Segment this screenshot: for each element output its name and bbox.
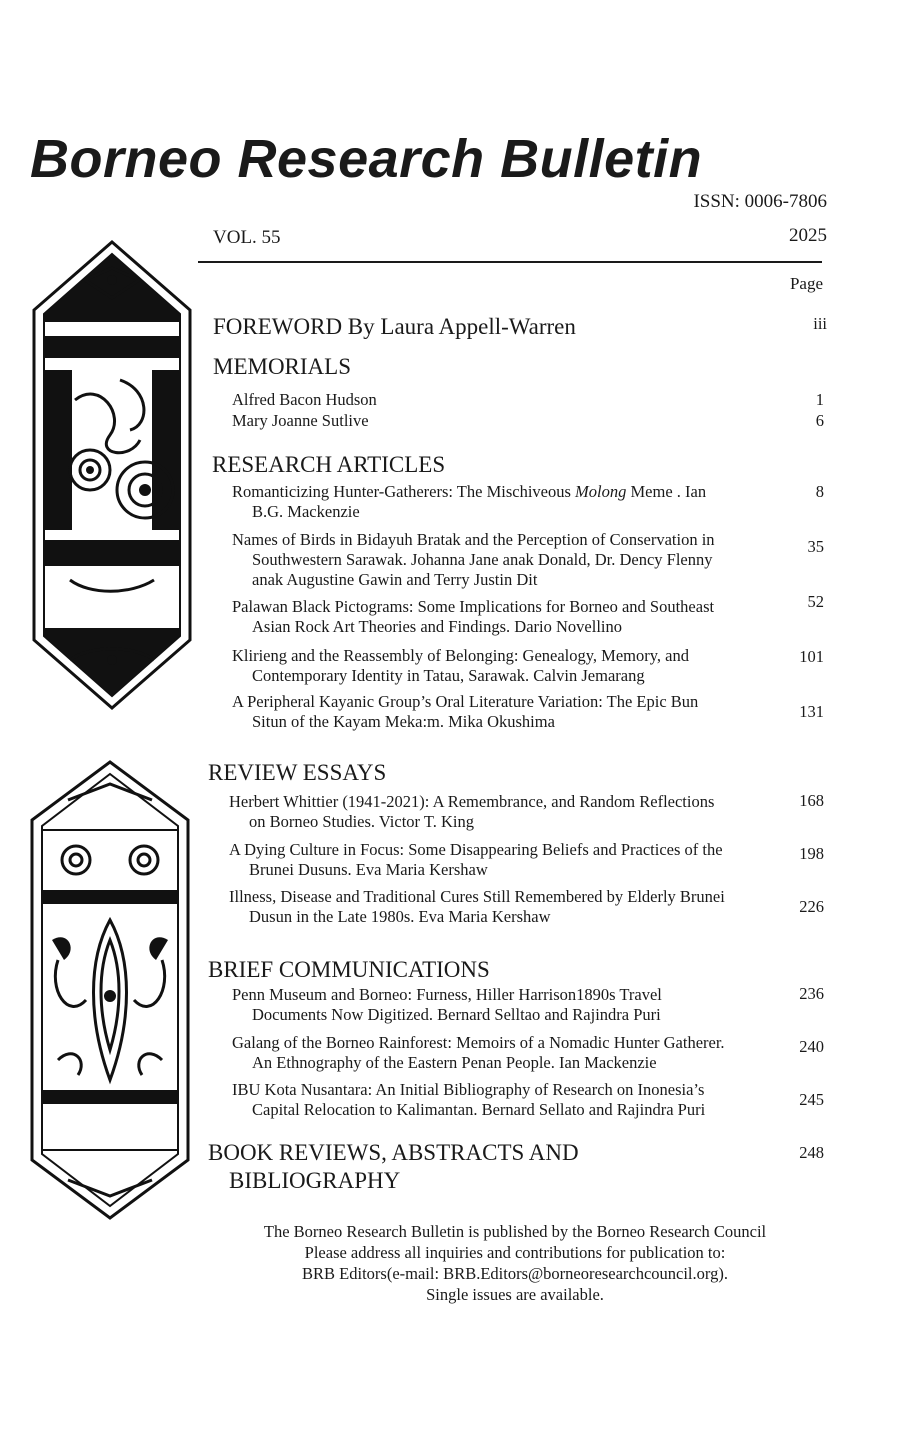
- memorial-page: 1: [815, 390, 824, 409]
- communication-author-line: An Ethnography of the Eastern Penan People. Ian Mackenzie: [252, 1053, 657, 1072]
- footer-line: The Borneo Research Bulletin is published by the Borneo Research Council: [263, 1222, 767, 1241]
- article-title-line: Klirieng and the Reassembly of Belonging: Genealogy, Memory, and: [232, 646, 690, 665]
- article-author-line: Contemporary Identity in Tatau, Sarawak. Calvin Jemarang: [252, 666, 645, 685]
- article-page: 52: [807, 592, 824, 611]
- communication-author-line: Capital Relocation to Kalimantan. Bernard Sellato and Rajindra Puri: [252, 1100, 706, 1119]
- essay-title-line: A Dying Culture in Focus: Some Disappearing Beliefs and Practices of the: [229, 840, 723, 859]
- communication-title-line: IBU Kota Nusantara: An Initial Bibliography of Research on Inonesia’s: [232, 1080, 705, 1099]
- article-page: 101: [799, 647, 824, 666]
- memorial-item: Alfred Bacon Hudson: [232, 390, 377, 409]
- article-page: 131: [799, 702, 824, 721]
- book-reviews-page: 248: [799, 1143, 824, 1162]
- communication-entry: [232, 1033, 772, 1073]
- article-title-emphasis: Molong: [575, 482, 627, 501]
- foreword-page: iii: [813, 314, 827, 333]
- communication-page: 236: [799, 984, 824, 1003]
- memorial-page: 6: [815, 411, 824, 430]
- section-heading-research-articles: RESEARCH ARTICLES: [212, 452, 446, 477]
- article-title-line: Palawan Black Pictograms: Some Implications for Borneo and Southeast: [232, 597, 715, 616]
- essay-author-line: Brunei Dusuns. Eva Maria Kershaw: [249, 860, 488, 879]
- essay-author-line: Dusun in the Late 1980s. Eva Maria Kershaw: [249, 907, 551, 926]
- article-entry: [232, 530, 772, 590]
- article-page: 8: [815, 482, 824, 501]
- article-entry: [232, 646, 772, 686]
- article-author-line: Asian Rock Art Theories and Findings. Dario Novellino: [252, 617, 622, 636]
- foreword-entry: FOREWORD By Laura Appell-Warren: [213, 314, 576, 339]
- article-title-line: Southwestern Sarawak. Johanna Jane anak Donald, Dr. Dency Flenny: [252, 550, 713, 569]
- article-entry: [232, 692, 772, 732]
- header-rule: [198, 261, 822, 263]
- article-author-line: B.G. Mackenzie: [252, 502, 360, 521]
- article-entry: [232, 597, 772, 637]
- section-heading-brief-communications: BRIEF COMMUNICATIONS: [208, 957, 490, 982]
- publication-note: [215, 1221, 815, 1305]
- essay-author-line: on Borneo Studies. Victor T. King: [249, 812, 474, 831]
- footer-line: Please address all inquiries and contributions for publication to:: [304, 1243, 726, 1262]
- memorial-item: Mary Joanne Sutlive: [232, 411, 369, 430]
- section-heading-review-essays: REVIEW ESSAYS: [208, 760, 387, 785]
- section-heading-memorials: MEMORIALS: [213, 354, 352, 379]
- essay-entry: [229, 792, 774, 832]
- dayak-carved-panel-icon: [30, 240, 194, 710]
- essay-page: 168: [799, 791, 824, 810]
- essay-title-line: Illness, Disease and Traditional Cures Still Remembered by Elderly Brunei: [229, 887, 725, 906]
- footer-line: Single issues are available.: [426, 1285, 604, 1304]
- essay-page: 198: [799, 844, 824, 863]
- article-title-part: Meme . Ian: [626, 482, 707, 501]
- dayak-carved-panel-icon: [28, 760, 192, 1220]
- article-page: 35: [807, 537, 824, 556]
- page-column-header: Page: [789, 274, 823, 293]
- article-title-line: A Peripheral Kayanic Group’s Oral Literature Variation: The Epic Bun: [232, 692, 699, 711]
- communication-title-line: Galang of the Borneo Rainforest: Memoirs of a Nomadic Hunter Gatherer.: [232, 1033, 725, 1052]
- section-heading-book-reviews: BOOK REVIEWS, ABSTRACTS AND: [208, 1140, 579, 1165]
- communication-page: 245: [799, 1090, 824, 1109]
- footer-line: BRB Editors(e-mail: BRB.Editors@borneoresearchcouncil.org).: [302, 1264, 728, 1283]
- article-title-part: Romanticizing Hunter-Gatherers: The Mischiveous: [232, 482, 576, 501]
- communication-author-line: Documents Now Digitized. Bernard Selltao and Rajindra Puri: [252, 1005, 661, 1024]
- essay-entry: [229, 887, 774, 927]
- issn: ISSN: 0006-7806: [693, 191, 827, 212]
- communication-entry: [232, 985, 772, 1025]
- article-author-line: Situn of the Kayam Meka:m. Mika Okushima: [252, 712, 555, 731]
- year-label: 2025: [789, 225, 827, 246]
- essay-entry: [229, 840, 774, 880]
- bulletin-title: Borneo Research Bulletin: [30, 129, 703, 189]
- communication-title-line: Penn Museum and Borneo: Furness, Hiller Harrison1890s Travel: [232, 985, 662, 1004]
- communication-entry: [232, 1080, 772, 1120]
- article-title-line: Names of Birds in Bidayuh Bratak and the Perception of Conservation in: [232, 530, 715, 549]
- section-heading-book-reviews-cont: BIBLIOGRAPHY: [229, 1168, 401, 1193]
- essay-title-line: Herbert Whittier (1941-2021): A Remembrance, and Random Reflections: [229, 792, 715, 811]
- essay-page: 226: [799, 897, 824, 916]
- volume-label: VOL. 55: [213, 227, 281, 248]
- article-author-line: anak Augustine Gawin and Terry Justin Dit: [252, 570, 538, 589]
- communication-page: 240: [799, 1037, 824, 1056]
- article-entry: [232, 482, 772, 522]
